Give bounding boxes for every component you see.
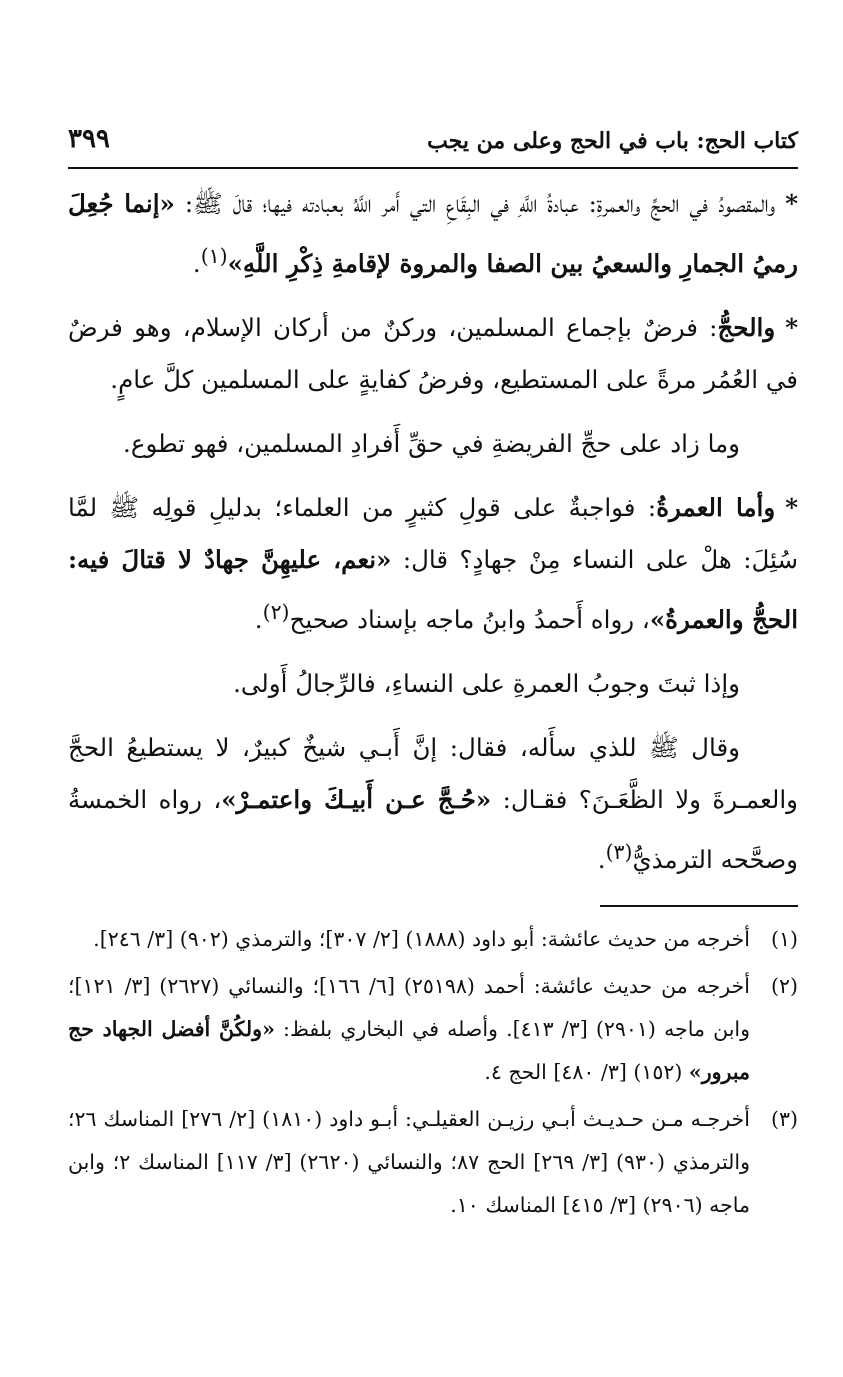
page-number: ٣٩٩: [68, 124, 110, 154]
footnote-quote: «ولكُنَّ أفضل الجهاد حج مبرور»: [68, 1017, 750, 1084]
paragraph-text: والمقصودُ في الحجِّ والعمرةِ: عبادةُ اللَّهِ في البِقَاعِ التي أَمر اللَّهُ بعبادته فيها؛ قالَ ﷺ:: [174, 189, 776, 218]
paragraph-text: وما زاد على حجِّ الفريضةِ في حقِّ أَفرادِ المسلمين، فهو تطوع.: [123, 429, 740, 459]
footnote-number: (٢): [770, 974, 798, 998]
paragraph-men-priority: [68, 658, 798, 710]
footnote-text: (١٥٢) [٣/ ٤٨٠] الحج ٤.: [484, 1060, 689, 1084]
paragraph-text: ، رواه أَحمدُ وابنُ ماجه بإسناد صحيح: [289, 605, 650, 635]
footnote-ref: (٢): [262, 600, 290, 625]
paragraph-hajj-ruling: [68, 302, 798, 406]
paragraph-text: وإذا ثبتَ وجوبُ العمرةِ على النساءِ، فالرِّجالُ أَولى.: [233, 669, 740, 699]
footnote-separator: [600, 905, 798, 907]
footnote-ref: (١): [200, 244, 228, 268]
footnote-text: أخرجـه مـن حـديـث أبـي رزيـن العقيلـي: أبـو داود (١٨١٠) [٢/ ٢٧٦] المناسك ٢٦؛ والترمذي (٩٣٠) [٣/ ٢٦٩] الحج ٨٧؛ والنسائي (٢٦٢٠) [٣/ ١١٧] المناسك ٢؛ وابن ماجه (٢٩٠٦) [٣/ ٤١٥] المناسك ١٠.: [68, 1107, 750, 1217]
paragraph-text: : فواجبةٌ على قولِ كثيرٍ من العلماء؛ بدليلِ قولِه ﷺ لمَّا سُئِلَ: هلْ على النساء مِنْ جهادٍ؟ قال:: [68, 493, 798, 575]
page-header: [68, 124, 798, 164]
paragraph-hajj-umrah-purpose: [68, 178, 798, 290]
footnote-number: (٣): [770, 1107, 798, 1131]
footnote-text: أخرجه من حديث عائشة: أحمد (٢٥١٩٨) [٦/ ١٦٦]؛ والنسائي (٢٦٢٧) [٣/ ١٢١]؛ وابن ماجه (٢٩٠١) [٣/ ٤١٣]. وأصله في البخاري بلفظ:: [68, 974, 751, 1041]
star-bullet: *: [785, 313, 798, 343]
footnote-3: [68, 1098, 798, 1227]
paragraph-end: .: [192, 249, 201, 279]
footnote-2: [68, 965, 798, 1094]
hadith-quote: «إنما جُعِلَ رميُ الجمارِ والسعيُ بين الصفا والمروة لإقامةِ ذِكْرِ اللَّهِ»: [68, 189, 798, 279]
hadith-quote: «حُـجَّ عـن أَبيـكَ واعتمـرْ»: [221, 785, 492, 815]
paragraph-text: : فرضٌ بإجماع المسلمين، وركنٌ من أركان الإسلام، وهو فرضٌ في العُمُر مرةً على المستطيع، وفرضُ كفايةٍ على المسلمين كلَّ عامٍ.: [68, 313, 798, 395]
star-bullet: *: [785, 189, 798, 218]
paragraph-end: .: [254, 605, 263, 635]
paragraph-end: .: [597, 845, 606, 875]
footnote-1: [68, 918, 798, 961]
paragraph-text: وقال ﷺ للذي سأَله، فقال: إنَّ أَبـي شيخٌ كبيرٌ، لا يستطيعُ الحجَّ والعمـرةَ ولا الظَّعَـنَ؟ فقـال:: [68, 733, 799, 815]
hadith-quote: «نعم، عليهِنَّ جهادٌ لا قتالَ فيه: الحجُّ والعمرةُ»: [68, 545, 798, 635]
paragraph-heading: وأما العمرةُ: [656, 493, 776, 523]
paragraph-voluntary-hajj: [68, 418, 798, 470]
footnote-ref: (٣): [605, 840, 633, 865]
footnote-number: (١): [770, 927, 798, 951]
paragraph-heading: والحجُّ: [717, 313, 776, 343]
footnote-text: أخرجه من حديث عائشة: أبو داود (١٨٨٨) [٢/ ٣٠٧]؛ والترمذي (٩٠٢) [٣/ ٢٤٦].: [93, 927, 750, 951]
main-text: [68, 178, 798, 898]
header-rule: [68, 167, 798, 169]
paragraph-text: ، رواه الخمسةُ وصحَّحه الترمذيُّ: [68, 785, 798, 875]
footnotes: [68, 918, 798, 1231]
paragraph-hajj-for-father: [68, 722, 798, 886]
paragraph-umrah-ruling: [68, 482, 798, 646]
running-title: كتاب الحج: باب في الحج وعلى من يجب: [427, 128, 798, 154]
star-bullet: *: [785, 493, 798, 523]
